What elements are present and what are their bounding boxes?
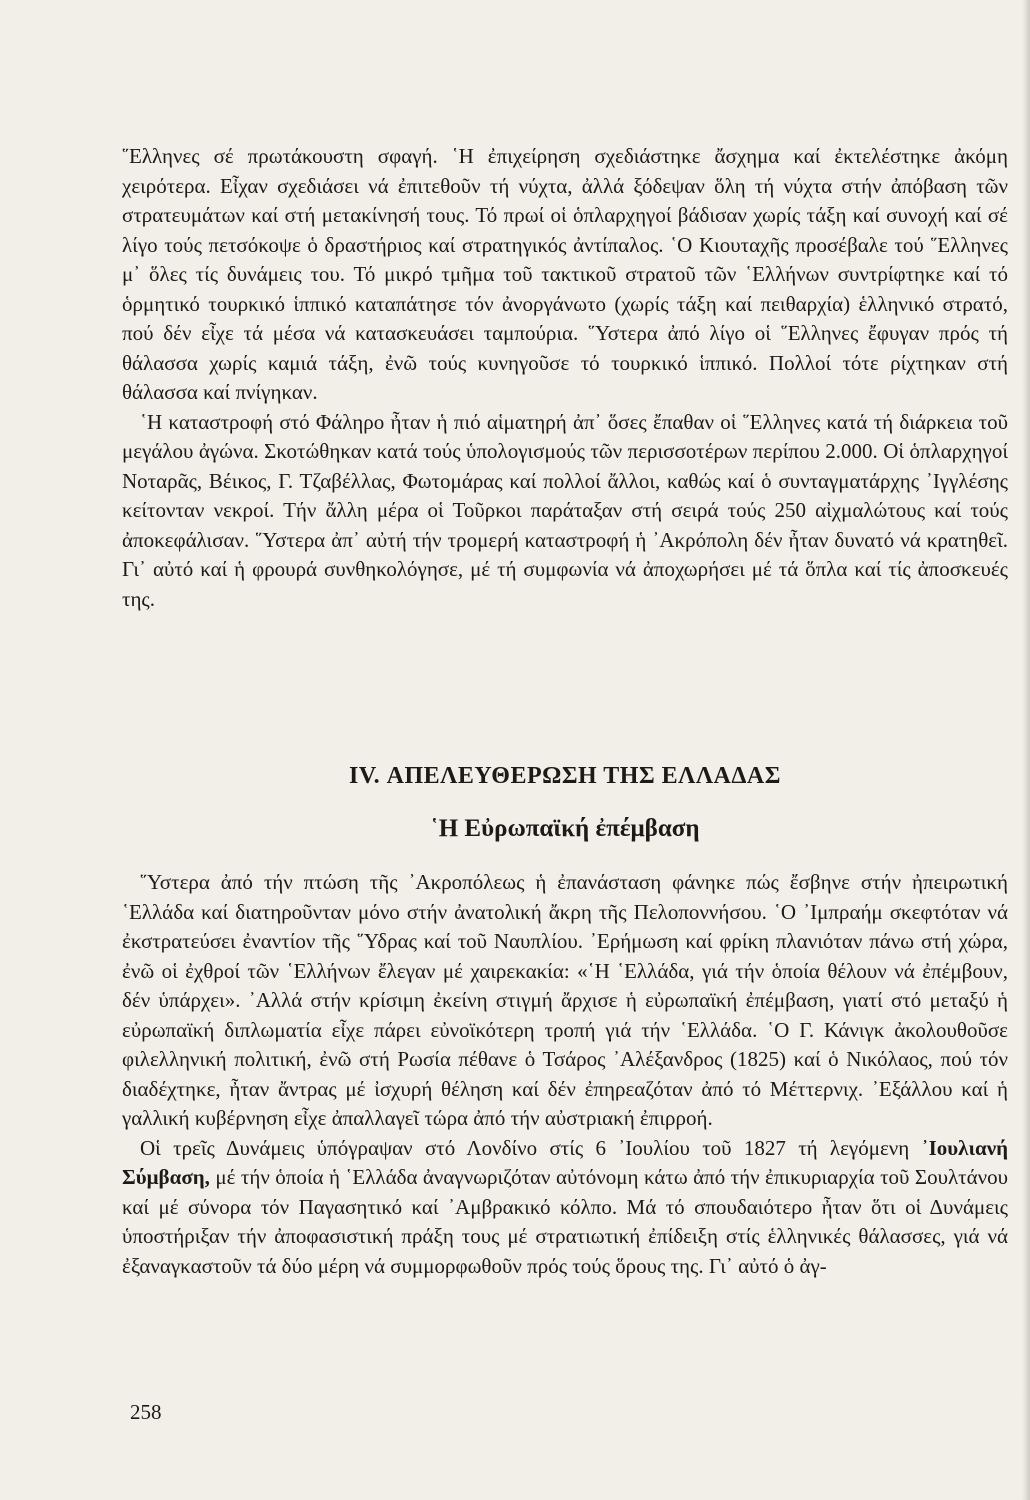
body-paragraph: ῞Ελληνες σέ πρωτάκουστη σφαγή. ῾Η ἐπιχείρηση σχεδιάστηκε ἄσχημα καί ἐκτελέστηκε ἀκόμη χειρότερα. Εἶχαν σχεδιάσει νά ἐπιτεθοῦν τή νύχτα, ἀλλά ξόδεψαν ὅλη τή νύχτα στήν ἀπόβαση τῶν στρατευμάτων καί στή μετακίνησή τους. Τό πρωί οἱ ὁπλαρχηγοί βάδισαν χωρίς τάξη καί συνοχή καί σέ λίγο τούς πετσόκοψε ὁ δραστήριος καί στρατηγικός ἀντίπαλος. ῾Ο Κιουταχῆς προσέβαλε τού ῞Ελληνες μ᾿ ὅλες τίς δυνάμεις του. Τό μικρό τμῆμα τοῦ τακτικοῦ στρατοῦ τῶν ῾Ελλήνων συντρίφτηκε καί τό ὁρμητικό τουρκικό ἱππικό καταπάτησε τόν ἀνοργάνωτο (χωρίς τάξη καί πειθαρχία) ἑλληνικό στρατό, πού δέν εἶχε τά μέσα νά κατασκευάσει ταμπούρια. ῞Υστερα ἀπό λίγο οἱ ῞Ελληνες ἔφυγαν πρός τή θάλασσα χωρίς καμιά τάξη, ἐνῶ τούς κυνηγοῦσε τό τουρκικό ἱππικό. Πολλοί τότε ρίχτηκαν στή θάλασσα καί πνίγηκαν.	[122, 144, 1008, 404]
continuation-text-block	[122, 142, 1008, 614]
chapter-heading: IV. ΑΠΕΛΕΥΘΕΡΩΣΗ ΤΗΣ ΕΛΛΑΔΑΣ	[349, 763, 781, 789]
body-paragraph: ῞Υστερα ἀπό τήν πτώση τῆς ᾿Ακροπόλεως ἡ ἐπανάσταση φάνηκε πώς ἔσβηνε στήν ἠπειρωτική ῾Ελλάδα καί διατηροῦνταν μόνο στήν ἀνατολική ἄκρη τῆς Πελοποννήσου. ῾Ο ᾿Ιμπραήμ σκεφτόταν νά ἐκστρατεύσει ἐναντίον τῆς ῞Υδρας καί τοῦ Ναυπλίου. ᾿Ερήμωση καί φρίκη πλανιόταν πάνω στή χώρα, ἐνῶ οἱ ἐχθροί τῶν ῾Ελλήνων ἔλεγαν μέ χαιρεκακία: «῾Η ῾Ελλάδα, γιά τήν ὁποία θέλουν νά ἐπέμβουν, δέν ὑπάρχει». ᾿Αλλά στήν κρίσιμη ἐκείνη στιγμή ἄρχισε ἡ εὐρωπαϊκή ἐπέμβαση, γιατί στό μεταξύ ἡ εὐρωπαϊκή διπλωματία εἶχε πάρει εὐνοϊκότερη τροπή γιά τήν ῾Ελλάδα. ῾Ο Γ. Κάνιγκ ἀκολουθοῦσε φιλελληνική πολιτική, ἐνῶ στή Ρωσία πέθανε ὁ Τσάρος ᾿Αλέξανδρος (1825) καί ὁ Νικόλαος, πού τόν διαδέχτηκε, ἦταν ἄντρας μέ ἰσχυρή θέληση καί δέν ἐπηρεαζόταν ἀπό τό Μέττερνιχ. ᾿Εξάλλου καί ἡ γαλλική κυβέρνηση εἶχε ἀπαλλαγεῖ τώρα ἀπό τήν αὐστριακή ἐπιρροή.	[122, 870, 1008, 1130]
chapter-text-block	[122, 868, 1008, 1281]
treaty-name-bold: ᾿Ιουλιανή Σύμβαση,	[122, 1135, 1009, 1189]
page-number: 258	[130, 1400, 162, 1424]
body-paragraph: ῾Η καταστροφή στό Φάληρο ἦταν ἡ πιό αἱματηρή ἀπ᾿ ὅσες ἔπαθαν οἱ ῞Ελληνες κατά τή διάρκεια τοῦ μεγάλου ἀγώνα. Σκοτώθηκαν κατά τούς ὑπολογισμούς τῶν περισσοτέρων περίπου 2.000. Οἱ ὁπλαρχηγοί Νοταρᾶς, Βέικος, Γ. Τζαβέλλας, Φωτομάρας καί πολλοί ἄλλοι, καθώς καί ὁ συνταγματάρχης ᾿Ιγγλέσης κείτονταν νεκροί. Τήν ἄλλη μέρα οἱ Τοῦρκοι παράταξαν στή σειρά τούς 250 αἰχμαλώτους καί τούς ἀποκεφάλισαν. ῞Υστερα ἀπ᾿ αὐτή τήν τρομερή καταστροφή ἡ ᾿Ακρόπολη δέν ἦταν δυνατό νά κρατηθεῖ. Γι᾿ αὐτό καί ἡ φρουρά συνθηκολόγησε, μέ τή συμφωνία νά ἀποχωρήσει μέ τά ὅπλα καί τίς ἀποσκευές της.	[122, 409, 1008, 611]
paragraph-text: Οἱ τρεῖς Δυνάμεις ὑπόγραψαν στό Λονδίνο στίς 6 ᾿Ιουλίου τοῦ 1827 τή λεγόμενη	[140, 1135, 910, 1160]
page-edge-shadow	[1022, 0, 1030, 1500]
paragraph-text: μέ τήν ὁποία ἡ ῾Ελλάδα ἀναγνωριζόταν αὐτόνομη κάτω ἀπό τήν ἐπικυριαρχία τοῦ Σουλτάνου καί μέ σύνορα τόν Παγασητικό καί ᾿Αμβρακικό κόλπο. Μά τό σπουδαιότερο ἦταν ὅτι οἱ Δυνάμεις ὑποστήριξαν τήν ἀποφασιστική πράξη τους μέ στρατιωτική ἐπίδειξη στίς ἑλληνικές θάλασσες, γιά νά ἐξαναγκαστοῦν τά δύο μέρη νά συμμορφωθοῦν πρός τούς ὅρους της. Γι᾿ αὐτό ὁ ἀγ-	[122, 1165, 1009, 1278]
body-paragraph	[122, 1134, 1008, 1282]
section-subheading: ῾Η Εὐρωπαϊκή ἐπέμβαση	[430, 815, 700, 842]
